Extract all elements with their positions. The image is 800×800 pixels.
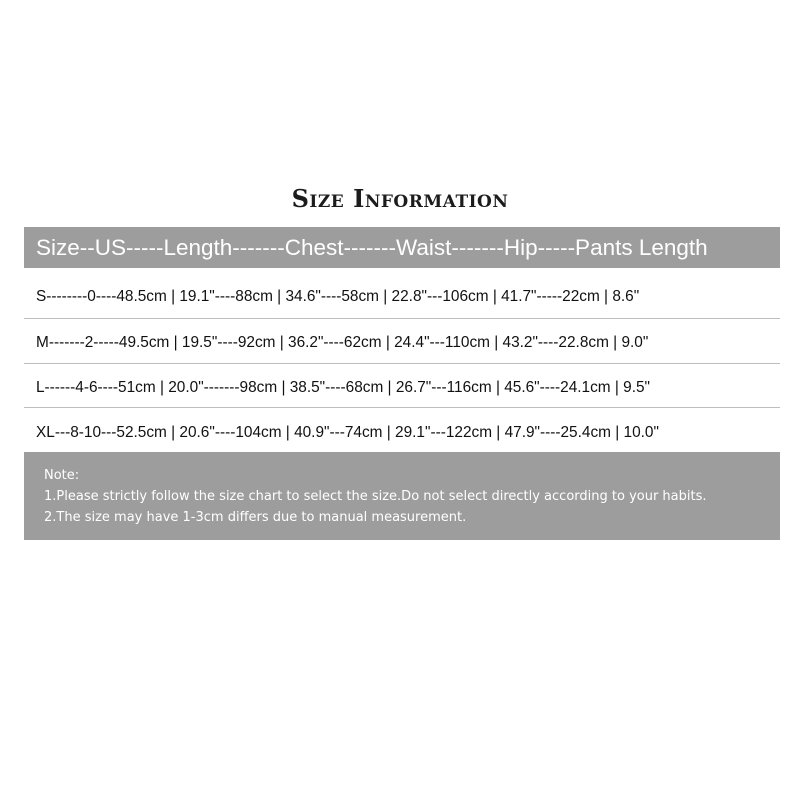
note-line-1: 1.Please strictly follow the size chart to select the size.Do not select directly according to your habits. xyxy=(44,489,707,504)
size-table-header: Size--US-----Length-------Chest-------Waist-------Hip-----Pants Length xyxy=(24,227,780,268)
row-divider xyxy=(24,318,780,319)
note-line-2: 2.The size may have 1-3cm differs due to manual measurement. xyxy=(44,510,467,525)
note-box xyxy=(24,452,780,540)
row-divider xyxy=(24,363,780,364)
size-row-s: S--------0----48.5cm | 19.1"----88cm | 34.6"----58cm | 22.8"---106cm | 41.7"-----22cm | 8.6" xyxy=(36,288,640,305)
page-title: Size Information xyxy=(291,184,509,213)
size-row-xl: XL---8-10---52.5cm | 20.6"----104cm | 40.9"---74cm | 29.1"---122cm | 47.9"----25.4cm | 10.0" xyxy=(36,424,659,441)
size-row-l: L------4-6----51cm | 20.0"-------98cm | 38.5"----68cm | 26.7"---116cm | 45.6"----24.1cm | 9.5" xyxy=(36,379,651,396)
note-heading: Note: xyxy=(44,468,80,483)
row-divider xyxy=(24,407,780,408)
size-row-m: M-------2-----49.5cm | 19.5"----92cm | 36.2"----62cm | 24.4"---110cm | 43.2"----22.8cm | 9.0" xyxy=(36,334,649,351)
